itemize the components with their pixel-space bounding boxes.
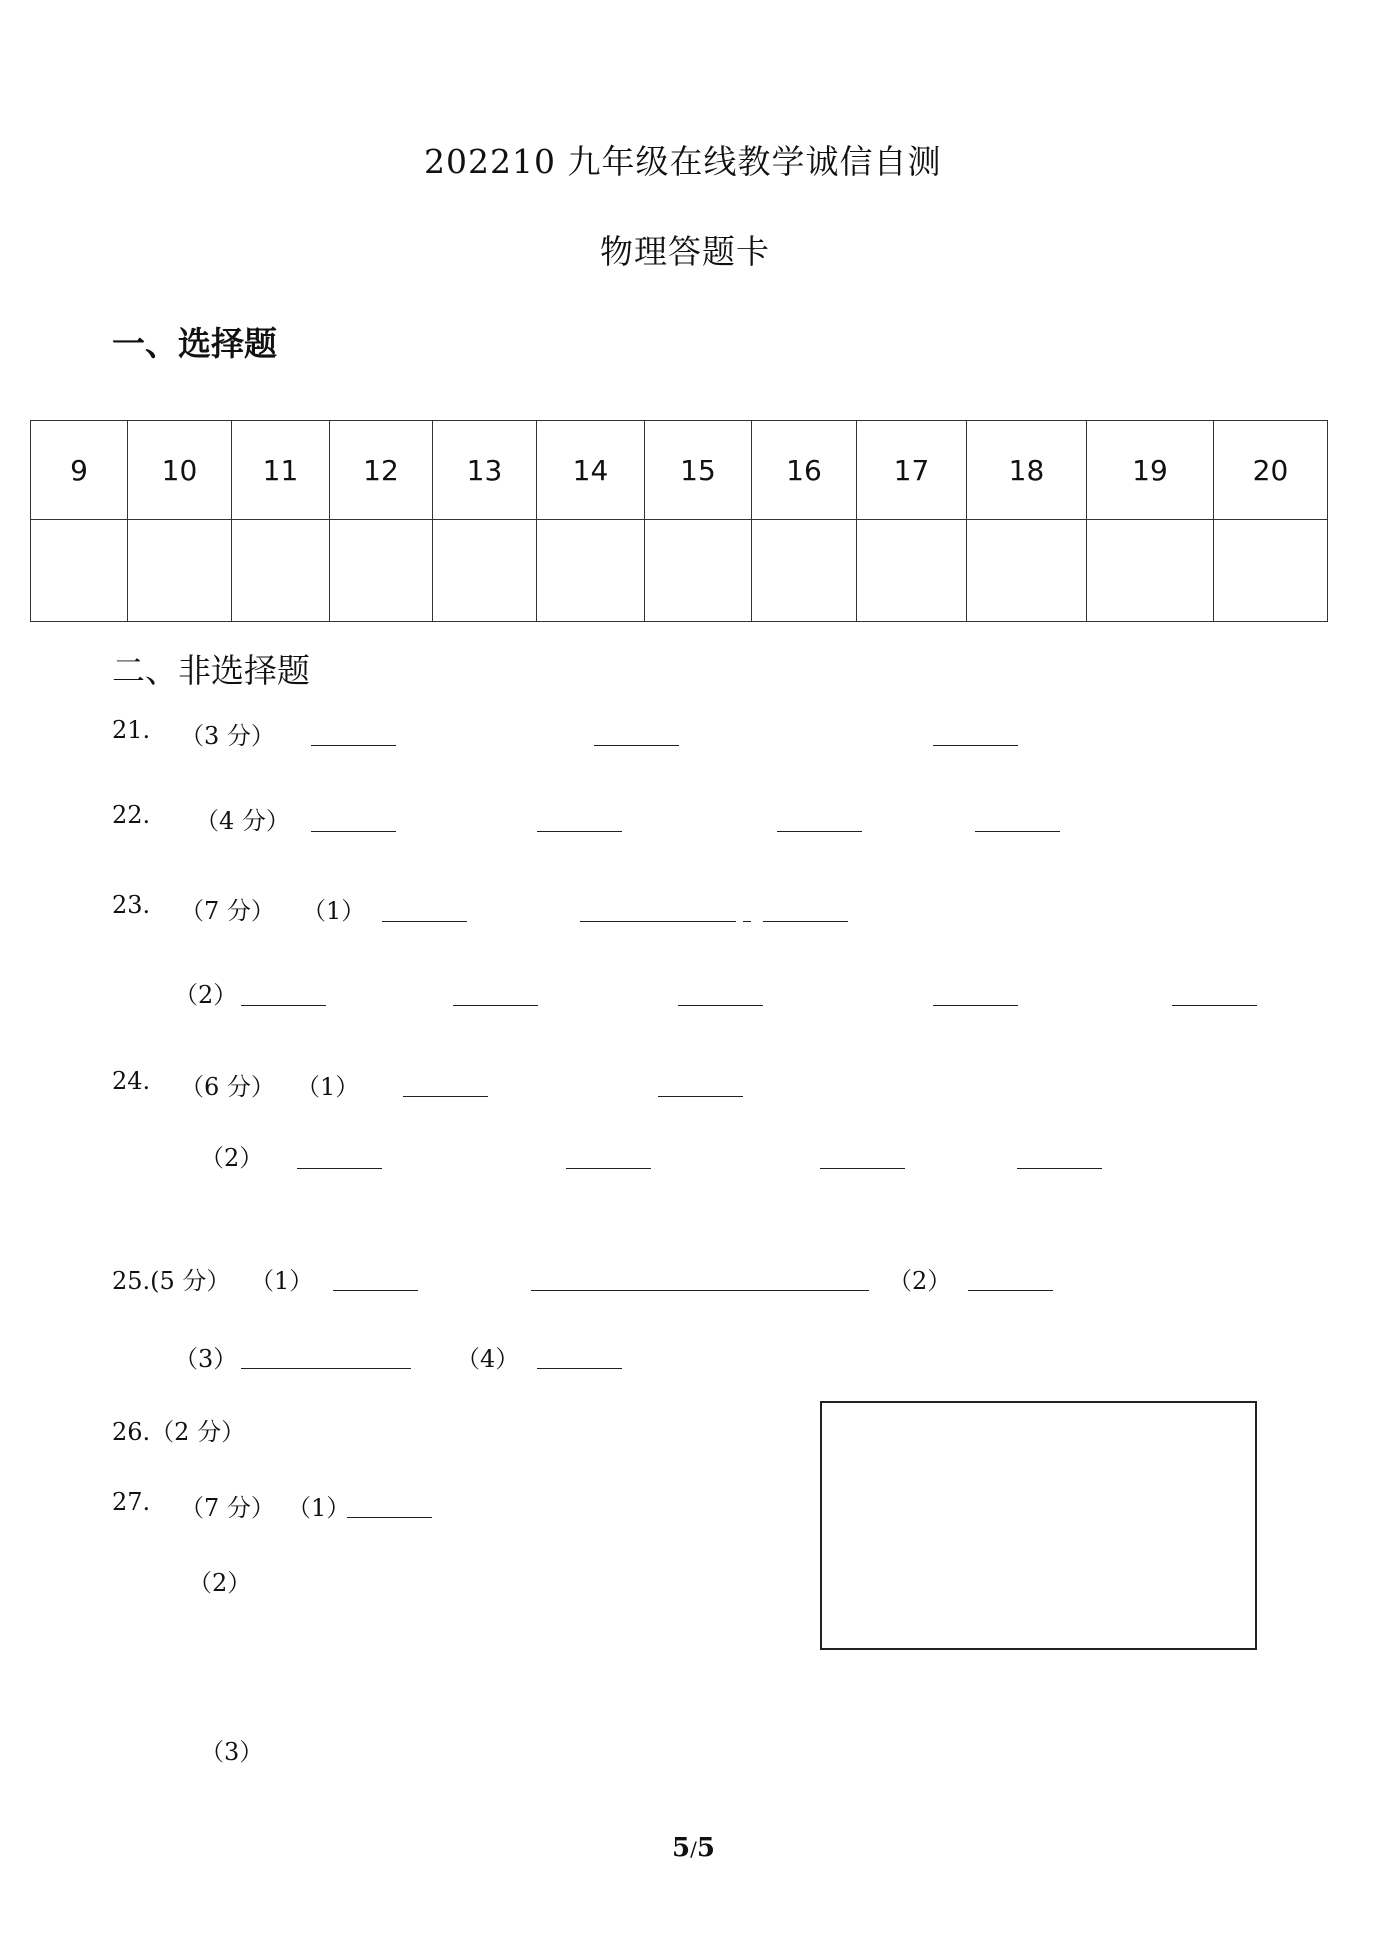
q21-number: 21. <box>112 716 151 744</box>
answer-blank[interactable] <box>537 831 622 832</box>
q26-drawing-box[interactable] <box>820 1401 1257 1650</box>
answer-grid-header-row <box>31 421 1328 520</box>
section-heading-nonchoice: 二、非选择题 <box>112 651 310 690</box>
answer-blank[interactable] <box>297 1168 382 1169</box>
q25-part-2-label: （2） <box>888 1267 952 1295</box>
answer-blank[interactable] <box>975 831 1060 832</box>
answer-blank[interactable] <box>594 745 679 746</box>
question-number-cell: 9 <box>31 421 128 520</box>
answer-blank[interactable] <box>531 1290 869 1291</box>
answer-blank[interactable] <box>241 1368 411 1369</box>
answer-cell[interactable] <box>128 520 232 622</box>
answer-blank[interactable] <box>311 831 396 832</box>
page-title: 202210 九年级在线教学诚信自测 <box>424 142 942 181</box>
answer-grid-answer-row <box>31 520 1328 622</box>
q27-part-3-label: （3） <box>200 1738 264 1766</box>
q27-part-1-label: （1） <box>287 1494 351 1522</box>
question-number-cell: 15 <box>645 421 752 520</box>
answer-blank[interactable] <box>311 745 396 746</box>
page-number <box>672 1833 715 1863</box>
question-number-cell: 13 <box>433 421 537 520</box>
question-number-cell: 14 <box>537 421 645 520</box>
answer-grid <box>30 420 1328 622</box>
answer-blank[interactable] <box>968 1290 1053 1291</box>
q23-part-2-label: （2） <box>174 981 238 1009</box>
answer-blank[interactable] <box>580 921 736 922</box>
answer-blank[interactable] <box>743 921 751 922</box>
answer-cell[interactable] <box>967 520 1087 622</box>
answer-cell[interactable] <box>232 520 330 622</box>
total-pages: 5 <box>696 1833 715 1863</box>
q23-part-1-label: （1） <box>302 897 366 925</box>
q22-score: （4 分） <box>195 807 290 835</box>
answer-cell[interactable] <box>537 520 645 622</box>
question-number-cell: 18 <box>967 421 1087 520</box>
question-number-cell: 20 <box>1214 421 1328 520</box>
answer-blank[interactable] <box>933 745 1018 746</box>
current-page: 5 <box>672 1833 691 1863</box>
answer-blank[interactable] <box>658 1096 743 1097</box>
question-number-cell: 19 <box>1087 421 1214 520</box>
q24-score: （6 分） <box>180 1073 275 1101</box>
q25-part-1-label: （1） <box>250 1267 314 1295</box>
question-number-cell: 10 <box>128 421 232 520</box>
answer-blank[interactable] <box>566 1168 651 1169</box>
q23-number: 23. <box>112 891 151 919</box>
answer-blank[interactable] <box>763 921 848 922</box>
answer-cell[interactable] <box>1214 520 1328 622</box>
question-number-cell: 12 <box>330 421 433 520</box>
answer-blank[interactable] <box>678 1005 763 1006</box>
answer-blank[interactable] <box>347 1517 432 1518</box>
answer-blank[interactable] <box>382 921 467 922</box>
answer-cell[interactable] <box>645 520 752 622</box>
answer-cell[interactable] <box>752 520 857 622</box>
q24-part-1-label: （1） <box>296 1073 360 1101</box>
answer-cell[interactable] <box>857 520 967 622</box>
q25-label: 25.(5 分） <box>112 1267 231 1295</box>
q27-number: 27. <box>112 1488 151 1516</box>
q24-number: 24. <box>112 1067 151 1095</box>
question-number-cell: 16 <box>752 421 857 520</box>
q25-part-3-label: （3） <box>174 1345 238 1373</box>
answer-blank[interactable] <box>333 1290 418 1291</box>
answer-blank[interactable] <box>453 1005 538 1006</box>
answer-blank[interactable] <box>241 1005 326 1006</box>
answer-cell[interactable] <box>1087 520 1214 622</box>
question-number-cell: 11 <box>232 421 330 520</box>
answer-blank[interactable] <box>820 1168 905 1169</box>
q21-score: （3 分） <box>180 722 275 750</box>
question-number-cell: 17 <box>857 421 967 520</box>
answer-blank[interactable] <box>537 1368 622 1369</box>
section-heading-choice: 一、选择题 <box>112 324 277 363</box>
answer-blank[interactable] <box>777 831 862 832</box>
answer-cell[interactable] <box>31 520 128 622</box>
page-separator: / <box>690 1837 697 1861</box>
answer-cell[interactable] <box>433 520 537 622</box>
answer-cell[interactable] <box>330 520 433 622</box>
q25-part-4-label: （4） <box>456 1345 520 1373</box>
q26-label: 26.（2 分） <box>112 1418 246 1446</box>
answer-blank[interactable] <box>1172 1005 1257 1006</box>
answer-blank[interactable] <box>933 1005 1018 1006</box>
page-subtitle: 物理答题卡 <box>600 232 770 271</box>
q22-number: 22. <box>112 801 151 829</box>
q27-score: （7 分） <box>180 1494 275 1522</box>
answer-blank[interactable] <box>403 1096 488 1097</box>
answer-blank[interactable] <box>1017 1168 1102 1169</box>
q27-part-2-label: （2） <box>188 1569 252 1597</box>
q23-score: （7 分） <box>180 897 275 925</box>
q24-part-2-label: （2） <box>200 1144 264 1172</box>
